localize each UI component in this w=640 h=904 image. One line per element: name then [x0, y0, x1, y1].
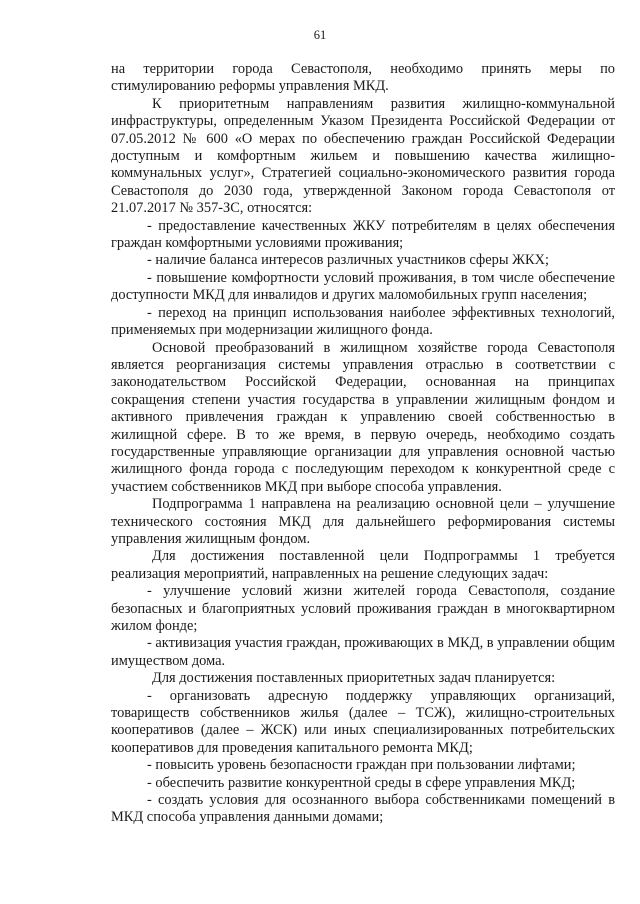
list-item: - переход на принцип использования наиболее эффективных технологий, применяемых при модернизации жилищного фонда.	[111, 304, 615, 339]
list-item: - создать условия для осознанного выбора собственниками помещений в МКД способа управления данными домами;	[111, 792, 615, 826]
list-item: - обеспечить развитие конкурентной среды в сфере управления МКД;	[147, 774, 576, 791]
page-number: 61	[313, 28, 327, 42]
list-item: - организовать адресную поддержку управляющих организаций, товариществ собственников жилья (далее – ТСЖ), жилищно-строительных кооперативов (далее – ЖСК) или иных специализированных потребительских кооперативов для проведения капитального ремонта МКД;	[111, 687, 615, 756]
list-item: - улучшение условий жизни жителей города Севастополя, создание безопасных и благоприятных условий проживания граждан в многоквартирном жилом фонде;	[111, 583, 615, 634]
document-body	[111, 61, 615, 827]
list-item: - предоставление качественных ЖКУ потребителям в целях обеспечения граждан комфортными условиями проживания;	[111, 217, 615, 252]
list-item: - повысить уровень безопасности граждан при пользовании лифтами;	[147, 757, 576, 774]
paragraph: Подпрограмма 1 направлена на реализацию основной цели – улучшение технического состояния МКД для дальнейшего реформирования системы управления жилищным фондом.	[111, 496, 615, 547]
paragraph: К приоритетным направлениям развития жилищно-коммунальной инфраструктуры, определенным Указом Президента Российской Федерации от 07.05.2012 № 600 «О мерах по обеспечению граждан Российской Федерации доступным и комфортным жильем и повышению качества жилищно-коммунальных услуг», Стратегией социально-экономического развития города Севастополя до 2030 года, утвержденной Законом города Севастополя от 21.07.2017 № 357-ЗС, относятся:	[111, 95, 615, 217]
paragraph: Для достижения поставленной цели Подпрограммы 1 требуется реализация мероприятий, направленных на решение следующих задач:	[111, 548, 615, 582]
list-item: - повышение комфортности условий проживания, в том числе обеспечение доступности МКД для инвалидов и других маломобильных групп населения;	[111, 269, 615, 304]
list-item: - наличие баланса интересов различных участников сферы ЖКХ;	[147, 252, 549, 269]
paragraph: на территории города Севастополя, необходимо принять меры по стимулированию реформы управления МКД.	[111, 61, 615, 95]
paragraph: Основой преобразований в жилищном хозяйстве города Севастополя является реорганизация системы управления отраслью в соответствии с законодательством Российской Федерации, основанная на принципах сокращения степени участия государства в управлении жилищным фондом и активного привлечения граждан к управлению своей собственностью в жилищной сфере. В то же время, в первую очередь, необходимо создать государственные управляющие организации для управления основной частью жилищного фонда города с последующим переходом к конкурентной среде с участием собственников МКД при выборе способа управления.	[111, 339, 615, 495]
paragraph: Для достижения поставленных приоритетных задач планируется:	[152, 670, 556, 687]
list-item: - активизация участия граждан, проживающих в МКД, в управлении общим имуществом дома.	[111, 635, 615, 669]
